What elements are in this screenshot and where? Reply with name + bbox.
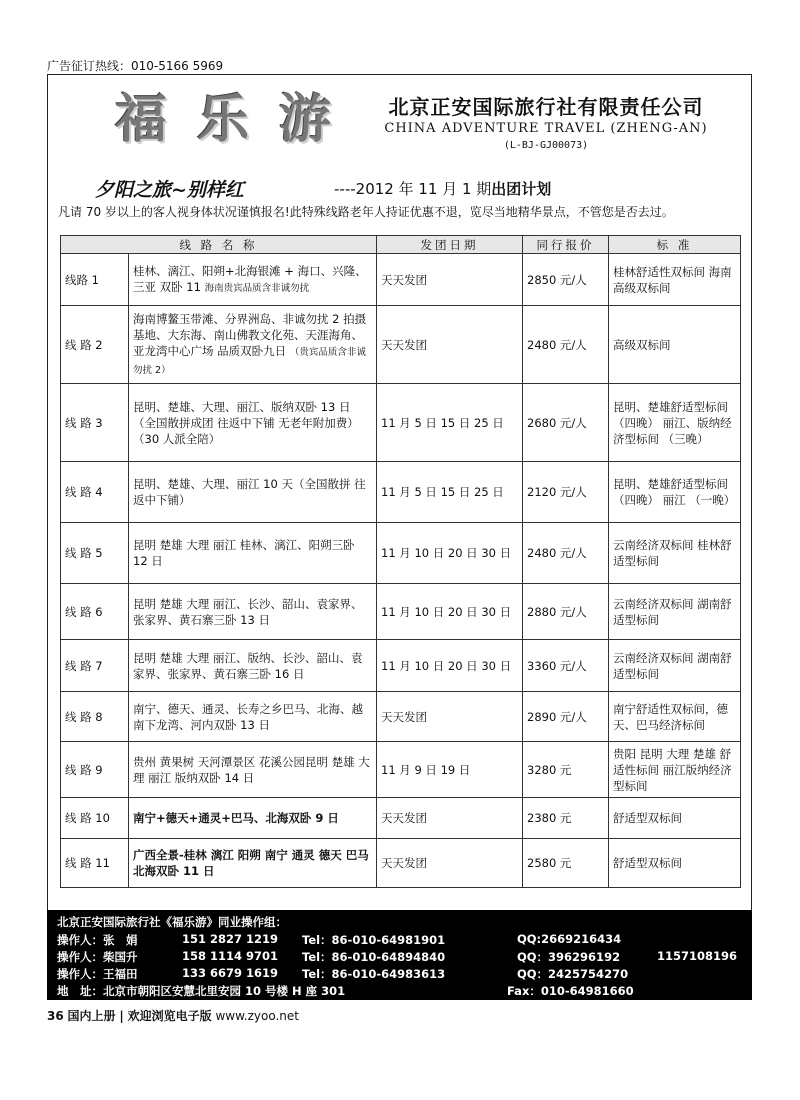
header-date: 发团日期 — [377, 236, 523, 254]
route-description-text: 南宁+德天+通灵+巴马、北海双卧 9 日 — [133, 811, 339, 825]
route-price-text: 2480 元/人 — [527, 546, 587, 560]
route-name — [61, 523, 129, 584]
company-name-cn: 北京正安国际旅行社有限责任公司 — [388, 95, 704, 119]
route-price-text: 2680 元/人 — [527, 415, 587, 430]
table-row — [61, 798, 741, 839]
route-price-text: 2580 元 — [527, 856, 572, 870]
departure-date — [377, 384, 523, 462]
departure-date-text: 天天发团 — [381, 272, 427, 287]
company-name-en: CHINA ADVENTURE TRAVEL (ZHENG-AN) — [384, 121, 708, 136]
route-price-text: 2850 元/人 — [527, 272, 587, 287]
accommodation-standard-text: 云南经济双标间 湖南舒适型标间 — [613, 650, 732, 681]
operator-qq: QQ：2425754270 — [517, 967, 629, 981]
route-name — [61, 742, 129, 798]
route-description — [129, 742, 377, 798]
operator-mobile: 158 1114 9701 — [182, 949, 279, 963]
accommodation-standard — [609, 523, 741, 584]
departure-date-text: 天天发团 — [381, 811, 427, 825]
route-description-text: 昆明、楚雄、大理、丽江、版纳双卧 13 日（全国散拼成团 往返中下铺 无老年附加费）（30 人派全陪） — [133, 399, 359, 446]
accommodation-standard — [609, 254, 741, 306]
section-name: 国内上册 — [67, 1009, 116, 1023]
route-name — [61, 839, 129, 888]
departure-date — [377, 742, 523, 798]
route-description-text: 南宁、德天、通灵、长寿之乡巴马、北海、越南下龙湾、河内双卧 13 日 — [133, 701, 363, 732]
table-row — [61, 384, 741, 462]
accommodation-standard — [609, 798, 741, 839]
route-description-text: 昆明、楚雄、大理、丽江 10 天（全国散拼 往返中下铺） — [133, 477, 366, 507]
route-price-text: 2120 元/人 — [527, 485, 587, 499]
departure-date — [377, 523, 523, 584]
route-name — [61, 384, 129, 462]
route-name — [61, 462, 129, 523]
departure-date — [377, 306, 523, 384]
footer-url[interactable]: www.zyoo.net — [215, 1009, 299, 1023]
contact-row-1 — [57, 932, 747, 948]
contact-title: 北京正安国际旅行社《福乐游》同业操作组： — [57, 915, 287, 929]
departure-date-text: 11 月 5 日 15 日 25 日 — [381, 485, 504, 499]
route-note: （贵宾品质含非诚勿扰 2） — [133, 346, 366, 376]
route-description — [129, 462, 377, 523]
route-name — [61, 306, 129, 384]
route-description — [129, 384, 377, 462]
route-description — [129, 254, 377, 306]
route-name-text: 线 路 9 — [65, 762, 103, 777]
page-footer — [47, 1007, 299, 1024]
accommodation-standard-text: 舒适型双标间 — [613, 856, 682, 870]
departure-date-text: 11 月 10 日 20 日 30 日 — [381, 604, 512, 619]
route-description-text: 广西全景-桂林 漓江 阳朔 南宁 通灵 德天 巴马 北海双卧 11 日 — [133, 848, 369, 878]
ad-hotline: 广告征订热线：010-5166 5969 — [47, 59, 224, 73]
route-price — [523, 584, 609, 640]
route-description — [129, 839, 377, 888]
route-price — [523, 692, 609, 742]
departure-date — [377, 640, 523, 692]
departure-date-text: 天天发团 — [381, 337, 427, 352]
route-description — [129, 640, 377, 692]
route-price — [523, 523, 609, 584]
accommodation-standard-text: 昆明、楚雄舒适型标间 （四晚） 丽江 （一晚） — [613, 477, 736, 507]
route-description-text: 昆明 楚雄 大理 丽江、版纳、长沙、韶山、袁家界、张家界、黄石寨三卧 16 日 — [133, 650, 363, 681]
main-frame — [47, 74, 752, 1000]
contact-row-2 — [57, 949, 747, 965]
table-row — [61, 306, 741, 384]
route-name-text: 线 路 11 — [65, 856, 110, 870]
route-price-text: 2890 元/人 — [527, 709, 587, 724]
departure-date — [377, 254, 523, 306]
route-name — [61, 692, 129, 742]
route-price-text: 2880 元/人 — [527, 604, 587, 619]
fax: Fax：010-64981660 — [507, 984, 634, 998]
route-price-text: 2380 元 — [527, 811, 572, 825]
route-name-text: 线 路 10 — [65, 811, 110, 825]
route-price — [523, 798, 609, 839]
route-price — [523, 462, 609, 523]
plan-prefix: ----2012 年 11 月 1 期 — [334, 180, 492, 198]
route-price — [523, 742, 609, 798]
footer-slogan: 欢迎浏览电子版 — [127, 1009, 212, 1023]
departure-date-text: 11 月 10 日 20 日 30 日 — [381, 658, 512, 673]
route-name — [61, 798, 129, 839]
route-description-text: 昆明 楚雄 大理 丽江 桂林、漓江、阳朔三卧 12 日 — [133, 538, 355, 568]
operator-label: 操作人：张 娟 — [57, 933, 138, 947]
accommodation-standard-text: 云南经济双标间 湖南舒适型标间 — [613, 596, 732, 627]
table-row — [61, 839, 741, 888]
notice-text: 凡请 70 岁以上的客人视身体状况谨慎报名!此特殊线路老年人持证优惠不退，览尽当地精华景点，不管您是否去过。 — [58, 205, 674, 219]
operator-mobile: 151 2827 1219 — [182, 932, 279, 946]
slogan: 夕阳之旅~别样红 — [95, 179, 244, 201]
route-description — [129, 306, 377, 384]
route-description-text: 昆明 楚雄 大理 丽江、长沙、韶山、袁家界、张家界、黄石寨三卧 13 日 — [133, 596, 363, 627]
logo-char-1: 福 — [114, 89, 167, 150]
header-route: 线 路 名 称 — [61, 236, 377, 254]
route-price — [523, 306, 609, 384]
route-price-text: 3280 元 — [527, 762, 572, 777]
accommodation-standard-text: 贵阳 昆明 大理 楚雄 舒适性标间 丽江版纳经济型标间 — [613, 746, 732, 793]
accommodation-standard-text: 昆明、楚雄舒适型标间 （四晚） 丽江、版纳经济型标间 （三晚） — [613, 399, 732, 446]
route-description — [129, 523, 377, 584]
departure-date-text: 11 月 9 日 19 日 — [381, 762, 471, 777]
route-price — [523, 839, 609, 888]
table-row — [61, 254, 741, 306]
operator-tel: Tel：86-010-64981901 — [302, 933, 446, 947]
accommodation-standard-text: 桂林舒适性双标间 海南高级双标间 — [613, 264, 732, 295]
route-description — [129, 798, 377, 839]
header-price: 同行报价 — [523, 236, 609, 254]
departure-date-text: 11 月 5 日 15 日 25 日 — [381, 415, 504, 430]
table-row — [61, 692, 741, 742]
accommodation-standard-text: 南宁舒适性双标间，德天、巴马经济标间 — [613, 701, 728, 732]
accommodation-standard — [609, 692, 741, 742]
header-standard: 标 准 — [609, 236, 741, 254]
route-price — [523, 254, 609, 306]
page-number: 36 — [47, 1009, 64, 1023]
departure-date — [377, 839, 523, 888]
route-description-text: 海南博鳌玉带滩、分界洲岛、非诚勿扰 2 拍摄基地、大东海、南山佛教文化苑、天涯海角、亚龙湾中心广场 品质双卧九日 — [133, 311, 367, 358]
operator-label: 操作人：王福田 — [57, 967, 138, 981]
operator-qq: QQ：396296192 — [517, 950, 621, 964]
operator-mobile: 133 6679 1619 — [182, 966, 279, 980]
table-header-row — [61, 236, 741, 254]
accommodation-standard — [609, 640, 741, 692]
accommodation-standard — [609, 742, 741, 798]
route-name-text: 线 路 3 — [65, 415, 103, 430]
route-name — [61, 640, 129, 692]
departure-date-text: 11 月 10 日 20 日 30 日 — [381, 546, 512, 560]
operator-label: 操作人：柴国升 — [57, 950, 138, 964]
table-row — [61, 584, 741, 640]
route-description — [129, 584, 377, 640]
route-name — [61, 584, 129, 640]
routes-table — [60, 235, 741, 888]
route-name-text: 线 路 8 — [65, 709, 103, 724]
accommodation-standard-text: 舒适型双标间 — [613, 811, 682, 825]
footer-divider: | — [119, 1009, 124, 1023]
departure-date-text: 天天发团 — [381, 856, 427, 870]
operator-tel: Tel：86-010-64894840 — [302, 950, 446, 964]
accommodation-standard — [609, 462, 741, 523]
route-price-text: 2480 元/人 — [527, 337, 587, 352]
table-row — [61, 462, 741, 523]
accommodation-standard — [609, 384, 741, 462]
departure-date — [377, 692, 523, 742]
route-price-text: 3360 元/人 — [527, 658, 587, 673]
accommodation-standard — [609, 306, 741, 384]
plan-title — [334, 178, 551, 199]
address: 地 址：北京市朝阳区安慧北里安园 10 号楼 H 座 301 — [57, 984, 346, 998]
departure-date-text: 天天发团 — [381, 709, 427, 724]
route-name-text: 线 路 4 — [65, 485, 103, 499]
operator-tel: Tel：86-010-64983613 — [302, 967, 446, 981]
accommodation-standard — [609, 584, 741, 640]
route-name — [61, 254, 129, 306]
route-name-text: 线 路 5 — [65, 546, 103, 560]
logo-char-3: 游 — [278, 89, 331, 150]
table-row — [61, 523, 741, 584]
route-name-text: 线 路 2 — [65, 337, 103, 352]
brand-logo — [100, 85, 355, 155]
accommodation-standard-text: 高级双标间 — [613, 337, 671, 352]
table-row — [61, 742, 741, 798]
operator-qq: QQ:2669216434 — [517, 932, 622, 946]
route-note: 海南贵宾品质含非诚勿扰 — [204, 282, 310, 294]
table-row — [61, 640, 741, 692]
route-price — [523, 640, 609, 692]
operator-qq-extra: 1157108196 — [657, 949, 738, 963]
logo-char-2: 乐 — [196, 89, 249, 150]
license-code: (L-BJ-GJ00073) — [503, 140, 589, 151]
departure-date — [377, 462, 523, 523]
accommodation-standard-text: 云南经济双标间 桂林舒适型标间 — [613, 538, 732, 568]
accommodation-standard — [609, 839, 741, 888]
route-description-text: 桂林、漓江、阳朔+北海银滩 + 海口、兴隆、三亚 双卧 11 — [133, 263, 367, 294]
contact-row-3 — [57, 966, 747, 982]
contact-block — [47, 910, 752, 1000]
route-price — [523, 384, 609, 462]
plan-suffix: 出团计划 — [491, 180, 552, 198]
route-description — [129, 692, 377, 742]
departure-date — [377, 584, 523, 640]
route-description-text: 贵州 黄果树 天河潭景区 花溪公园昆明 楚雄 大理 丽江 版纳双卧 14 日 — [133, 754, 370, 785]
departure-date — [377, 798, 523, 839]
route-name-text: 线路 1 — [65, 272, 99, 287]
route-name-text: 线 路 7 — [65, 658, 103, 673]
route-name-text: 线 路 6 — [65, 604, 103, 619]
contact-row-address — [57, 983, 747, 999]
